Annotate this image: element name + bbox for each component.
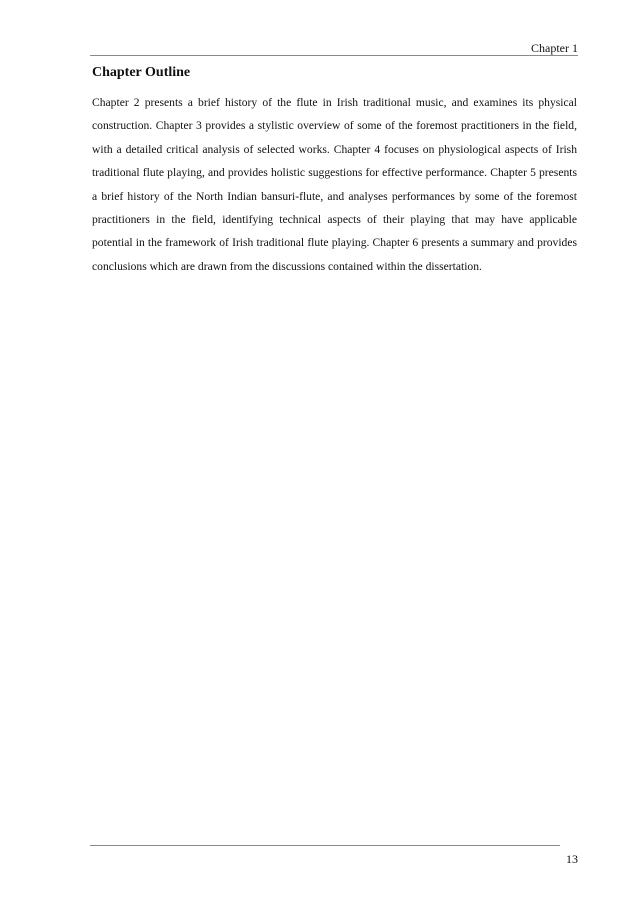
section-title: Chapter Outline bbox=[92, 65, 191, 80]
running-header-chapter: Chapter 1 bbox=[531, 41, 578, 55]
footer-divider bbox=[90, 845, 560, 846]
page-number: 13 bbox=[566, 852, 578, 866]
body-paragraph: Chapter 2 presents a brief history of the flute in Irish traditional music, and examines its physical construction. Chapter 3 provides a stylistic overview of some of the foremost practitioners in the field, with a detailed critical analysis of selected works. Chapter 4 focuses on physiological aspects of Irish traditional flute playing, and provides holistic suggestions for effective performance. Chapter 5 presents a brief history of the North Indian bansuri-flute, and analyses performances by some of the foremost practitioners in the field, identifying technical aspects of their playing that may have applicable potential in the framework of Irish traditional flute playing. Chapter 6 presents a summary and provides conclusions which are drawn from the discussions contained within the dissertation. bbox=[92, 96, 577, 273]
header-divider bbox=[90, 55, 578, 56]
